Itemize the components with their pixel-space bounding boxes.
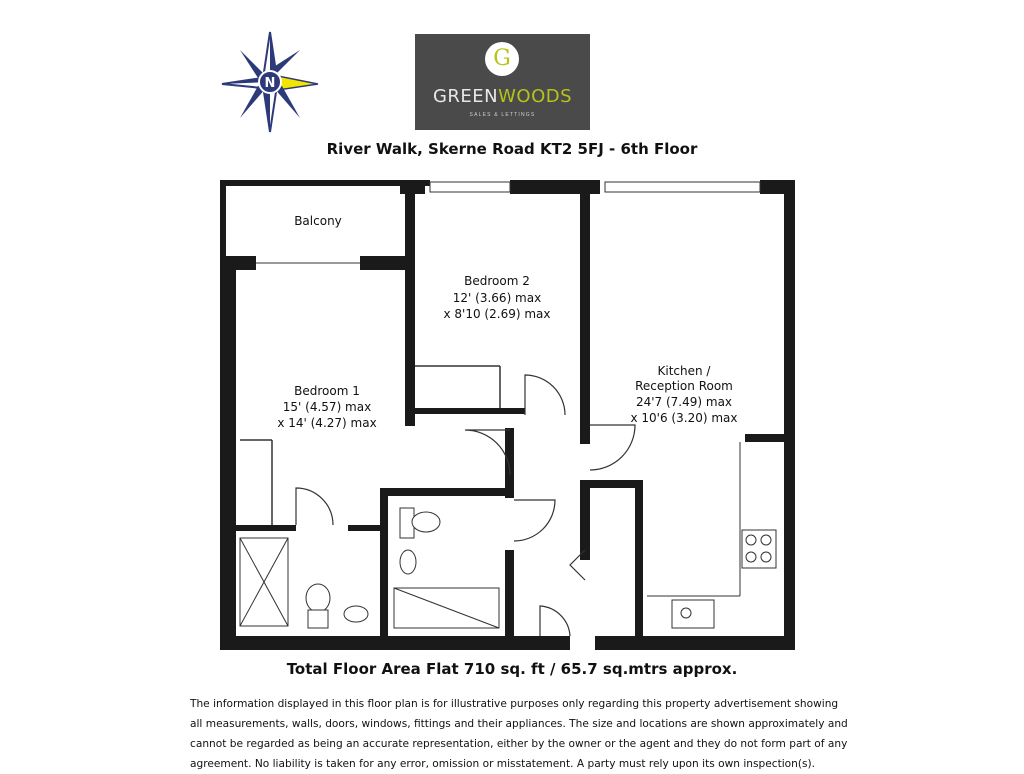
property-title: River Walk, Skerne Road KT2 5FJ - 6th Floor <box>326 140 698 158</box>
kitchen-name1: Kitchen / <box>657 364 711 378</box>
disclaimer-line: all measurements, walls, doors, windows, fittings and their appliances. The size and locations are shown approximately and <box>190 718 848 730</box>
logo-name <box>415 86 590 107</box>
logo-name-part1: GREEN <box>432 86 499 107</box>
bedroom2-dim1: 12' (3.66) max <box>452 291 542 305</box>
bedroom1-name: Bedroom 1 <box>294 384 360 398</box>
disclaimer-line: agreement. No liability is taken for any error, omission or misstatement. A party must rely upon its own inspection(s). <box>190 758 816 770</box>
bedroom1-dim1: 15' (4.57) max <box>282 400 372 414</box>
logo-tagline: SALES & LETTINGS <box>469 112 536 118</box>
greenwoods-logo <box>415 34 590 130</box>
bedroom2-dim2: x 8'10 (2.69) max <box>443 307 551 321</box>
balcony-label: Balcony <box>294 214 342 228</box>
kitchen-dim2: x 10'6 (3.20) max <box>630 411 738 425</box>
bedroom2-name: Bedroom 2 <box>464 274 530 288</box>
disclaimer-line: The information displayed in this floor plan is for illustrative purposes only regarding this property advertisement showing <box>190 698 839 710</box>
bedroom1-dim2: x 14' (4.27) max <box>277 416 377 430</box>
kitchen-dim1: 24'7 (7.49) max <box>635 395 733 409</box>
disclaimer <box>190 694 848 774</box>
floor-plan <box>210 170 810 660</box>
logo-name-part2: WOODS <box>498 86 573 107</box>
compass-letter: N <box>264 76 276 91</box>
logo-initial: G <box>485 42 519 76</box>
compass-icon <box>218 28 322 136</box>
kitchen-name2: Reception Room <box>635 379 733 393</box>
disclaimer-line: cannot be regarded as being an accurate representation, either by the owner or the agent and they do not form part of any <box>190 738 848 750</box>
total-floor-area: Total Floor Area Flat 710 sq. ft / 65.7 sq.mtrs approx. <box>286 660 738 678</box>
